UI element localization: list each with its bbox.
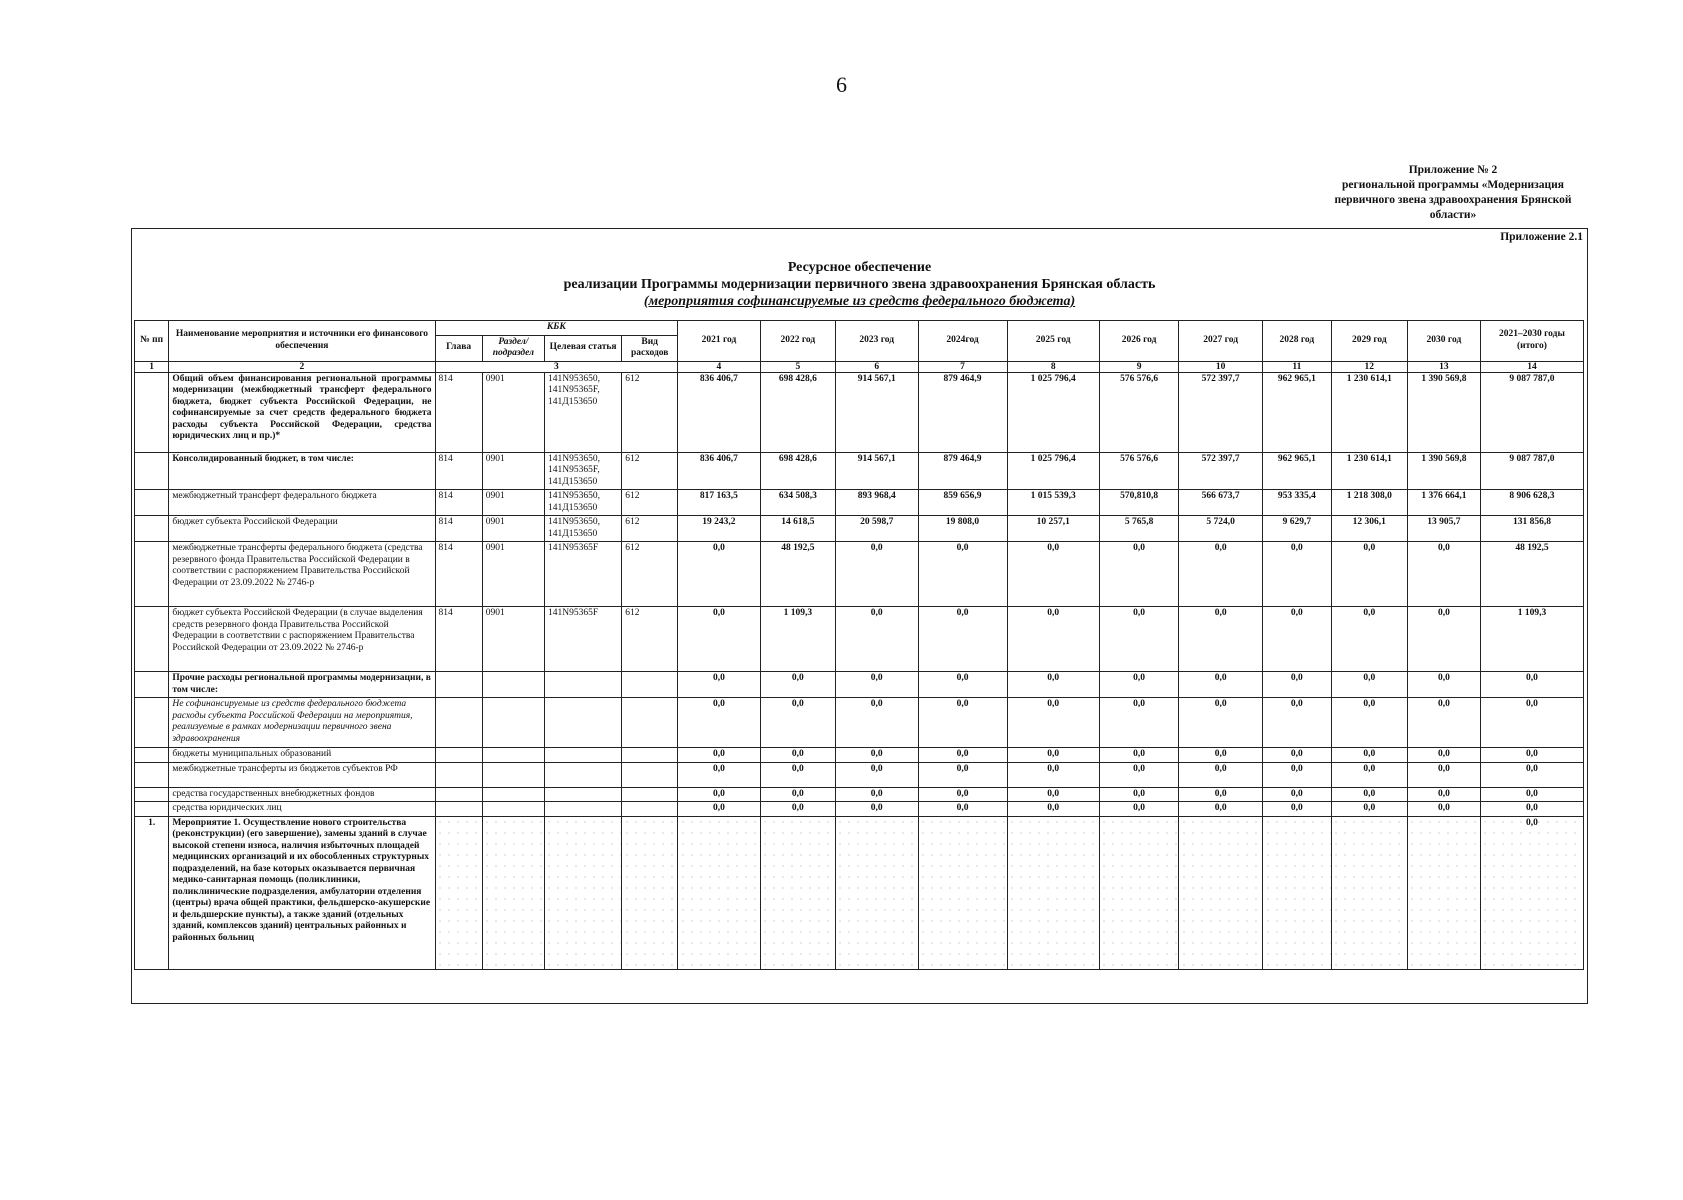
total-value-cell: 0,0 xyxy=(1480,762,1583,787)
year-value-cell: 5 765,8 xyxy=(1099,516,1178,542)
year-value-cell: 0,0 xyxy=(1407,748,1480,763)
year-value-cell: 859 656,9 xyxy=(918,490,1007,516)
vid-cell: 612 xyxy=(622,516,678,542)
column-number: 9 xyxy=(1099,361,1178,372)
year-value-cell: 0,0 xyxy=(918,698,1007,748)
year-value-cell: 0,0 xyxy=(835,748,918,763)
column-number-row xyxy=(135,361,1584,372)
glava-cell: 814 xyxy=(435,490,482,516)
table-row xyxy=(135,607,1584,672)
header-celevaya: Целевая статья xyxy=(544,335,621,361)
year-value-cell: 634 508,3 xyxy=(760,490,835,516)
column-number: 6 xyxy=(835,361,918,372)
table-row xyxy=(135,452,1584,490)
year-value-cell: 0,0 xyxy=(1007,762,1099,787)
row-name-cell: бюджеты муниципальных образований xyxy=(169,748,435,763)
year-value-cell: 0,0 xyxy=(678,698,761,748)
year-value-cell: 14 618,5 xyxy=(760,516,835,542)
year-value-cell: 953 335,4 xyxy=(1263,490,1332,516)
year-value-cell: 1 230 614,1 xyxy=(1331,372,1407,452)
vid-cell: 612 xyxy=(622,607,678,672)
year-value-cell: 0,0 xyxy=(1007,802,1099,817)
header-year: 2022 год xyxy=(760,321,835,362)
glava-cell: 814 xyxy=(435,452,482,490)
razdel-cell xyxy=(482,816,544,969)
year-value-cell: 0,0 xyxy=(760,698,835,748)
glava-cell xyxy=(435,762,482,787)
year-value-cell: 0,0 xyxy=(1331,802,1407,817)
year-value-cell: 0,0 xyxy=(1263,787,1332,802)
year-value-cell: 0,0 xyxy=(1263,802,1332,817)
razdel-cell: 0901 xyxy=(482,452,544,490)
row-number-cell xyxy=(135,762,169,787)
year-value-cell: 0,0 xyxy=(1007,748,1099,763)
vid-cell xyxy=(622,698,678,748)
row-name-cell: Не софинансируемые из средств федерального бюджета расходы субъекта Российской Федерации на мероприятия, реализуемые в рамках модернизации первичного звена здравоохранения xyxy=(169,698,435,748)
document-title xyxy=(132,259,1587,310)
table-row xyxy=(135,762,1584,787)
title-line-1: Ресурсное обеспечение xyxy=(787,260,932,275)
year-value-cell xyxy=(1007,816,1099,969)
year-value-cell: 0,0 xyxy=(1179,542,1263,607)
year-value-cell: 0,0 xyxy=(1263,607,1332,672)
year-value-cell: 1 025 796,4 xyxy=(1007,452,1099,490)
year-value-cell: 19 243,2 xyxy=(678,516,761,542)
year-value-cell: 0,0 xyxy=(1331,698,1407,748)
vid-cell: 612 xyxy=(622,542,678,607)
year-value-cell: 0,0 xyxy=(1407,698,1480,748)
year-value-cell: 914 567,1 xyxy=(835,372,918,452)
column-number: 8 xyxy=(1007,361,1099,372)
razdel-cell: 0901 xyxy=(482,516,544,542)
razdel-cell: 0901 xyxy=(482,372,544,452)
year-value-cell: 0,0 xyxy=(1263,542,1332,607)
year-value-cell: 0,0 xyxy=(1407,787,1480,802)
razdel-cell: 0901 xyxy=(482,490,544,516)
year-value-cell: 0,0 xyxy=(1331,672,1407,698)
year-value-cell: 879 464,9 xyxy=(918,452,1007,490)
year-value-cell: 1 109,3 xyxy=(760,607,835,672)
celevaya-cell xyxy=(544,748,621,763)
header-row xyxy=(135,321,1584,336)
year-value-cell: 0,0 xyxy=(1179,802,1263,817)
row-name-cell: Прочие расходы региональной программы модернизации, в том числе: xyxy=(169,672,435,698)
table-row xyxy=(135,516,1584,542)
year-value-cell xyxy=(918,816,1007,969)
resource-table xyxy=(134,320,1584,970)
vid-cell xyxy=(622,748,678,763)
year-value-cell: 0,0 xyxy=(1099,748,1178,763)
year-value-cell: 0,0 xyxy=(1007,698,1099,748)
table-row xyxy=(135,490,1584,516)
header-year: 2028 год xyxy=(1263,321,1332,362)
appendix-line: региональной программы «Модернизация xyxy=(1342,179,1564,191)
year-value-cell: 0,0 xyxy=(1099,762,1178,787)
year-value-cell: 879 464,9 xyxy=(918,372,1007,452)
year-value-cell: 1 015 539,3 xyxy=(1007,490,1099,516)
year-value-cell xyxy=(678,816,761,969)
year-value-cell: 0,0 xyxy=(1007,672,1099,698)
celevaya-cell xyxy=(544,787,621,802)
year-value-cell: 9 629,7 xyxy=(1263,516,1332,542)
vid-cell xyxy=(622,787,678,802)
celevaya-cell xyxy=(544,816,621,969)
glava-cell xyxy=(435,748,482,763)
vid-cell: 612 xyxy=(622,372,678,452)
year-value-cell: 0,0 xyxy=(1407,607,1480,672)
year-value-cell: 0,0 xyxy=(1407,802,1480,817)
year-value-cell: 0,0 xyxy=(760,762,835,787)
razdel-cell: 0901 xyxy=(482,542,544,607)
year-value-cell: 0,0 xyxy=(835,672,918,698)
glava-cell: 814 xyxy=(435,542,482,607)
column-number: 4 xyxy=(678,361,761,372)
total-value-cell: 9 087 787,0 xyxy=(1480,452,1583,490)
year-value-cell: 570,810,8 xyxy=(1099,490,1178,516)
year-value-cell: 962 965,1 xyxy=(1263,452,1332,490)
razdel-cell xyxy=(482,748,544,763)
year-value-cell xyxy=(1099,816,1178,969)
header-year: 2023 год xyxy=(835,321,918,362)
year-value-cell: 0,0 xyxy=(1263,698,1332,748)
column-number: 13 xyxy=(1407,361,1480,372)
year-value-cell: 0,0 xyxy=(918,787,1007,802)
appendix-sub-label: Приложение 2.1 xyxy=(1500,231,1583,243)
celevaya-cell: 141N95365F xyxy=(544,607,621,672)
year-value-cell: 0,0 xyxy=(1407,762,1480,787)
year-value-cell: 0,0 xyxy=(1407,542,1480,607)
column-number: 5 xyxy=(760,361,835,372)
year-value-cell: 836 406,7 xyxy=(678,452,761,490)
year-value-cell: 0,0 xyxy=(918,748,1007,763)
table-body xyxy=(135,372,1584,969)
year-value-cell: 0,0 xyxy=(835,607,918,672)
table-row xyxy=(135,372,1584,452)
glava-cell: 814 xyxy=(435,607,482,672)
celevaya-cell xyxy=(544,698,621,748)
year-value-cell: 0,0 xyxy=(918,607,1007,672)
header-name: Наименование мероприятия и источники его финансового обеспечения xyxy=(169,321,435,362)
header-year: 2029 год xyxy=(1331,321,1407,362)
row-number-cell xyxy=(135,787,169,802)
celevaya-cell: 141N95365F xyxy=(544,542,621,607)
row-name-cell: бюджет субъекта Российской Федерации xyxy=(169,516,435,542)
year-value-cell: 1 218 308,0 xyxy=(1331,490,1407,516)
table-row xyxy=(135,802,1584,817)
row-number-cell xyxy=(135,698,169,748)
year-value-cell xyxy=(1331,816,1407,969)
row-name-cell: межбюджетные трансферты из бюджетов субъектов РФ xyxy=(169,762,435,787)
row-number-cell xyxy=(135,372,169,452)
row-name-cell: межбюджетные трансферты федерального бюджета (средства резервного фонда Правительства Российской Федерации в соответствии с распоряжением Правительства Российской Федерации от 23.09.2022 № 2746-р xyxy=(169,542,435,607)
celevaya-cell: 141N953650, 141N95365F, 141Д153650 xyxy=(544,372,621,452)
year-value-cell: 0,0 xyxy=(918,802,1007,817)
celevaya-cell: 141N953650, 141Д153650 xyxy=(544,516,621,542)
year-value-cell: 698 428,6 xyxy=(760,372,835,452)
row-number-cell: 1. xyxy=(135,816,169,969)
total-value-cell: 1 109,3 xyxy=(1480,607,1583,672)
celevaya-cell xyxy=(544,762,621,787)
year-value-cell: 698 428,6 xyxy=(760,452,835,490)
row-name-cell: средства государственных внебюджетных фондов xyxy=(169,787,435,802)
year-value-cell: 0,0 xyxy=(760,787,835,802)
total-value-cell: 0,0 xyxy=(1480,787,1583,802)
year-value-cell: 914 567,1 xyxy=(835,452,918,490)
column-number: 3 xyxy=(435,361,678,372)
year-value-cell: 0,0 xyxy=(1331,542,1407,607)
year-value-cell: 0,0 xyxy=(1179,607,1263,672)
total-value-cell: 131 856,8 xyxy=(1480,516,1583,542)
row-number-cell xyxy=(135,516,169,542)
row-name-cell: межбюджетный трансферт федерального бюджета xyxy=(169,490,435,516)
year-value-cell: 0,0 xyxy=(1331,607,1407,672)
celevaya-cell: 141N953650, 141N95365F, 141Д153650 xyxy=(544,452,621,490)
row-name-cell: Мероприятие 1. Осуществление нового строительства (реконструкции) (его завершение), замены зданий в случае высокой степени износа, наличия избыточных площадей медицинских организаций и их обособленных структурных подразделений, на базе которых оказывается первичная медико-санитарная помощь (поликлиники, поликлинические подразделения, амбулатории отделения (центры) врача общей практики, фельдшерско-акушерские и фельдшерские пункты), а также зданий (отдельных зданий, комплексов зданий) центральных районных и районных больниц xyxy=(169,816,435,969)
razdel-cell xyxy=(482,802,544,817)
celevaya-cell xyxy=(544,802,621,817)
header-year: 2024год xyxy=(918,321,1007,362)
header-glava: Глава xyxy=(435,335,482,361)
year-value-cell: 0,0 xyxy=(678,607,761,672)
year-value-cell: 0,0 xyxy=(760,802,835,817)
year-value-cell: 0,0 xyxy=(1007,542,1099,607)
year-value-cell: 0,0 xyxy=(1263,672,1332,698)
column-number: 11 xyxy=(1263,361,1332,372)
glava-cell xyxy=(435,698,482,748)
total-value-cell: 0,0 xyxy=(1480,816,1583,969)
razdel-cell xyxy=(482,787,544,802)
year-value-cell: 0,0 xyxy=(1007,607,1099,672)
year-value-cell: 0,0 xyxy=(1099,787,1178,802)
year-value-cell xyxy=(1263,816,1332,969)
celevaya-cell xyxy=(544,672,621,698)
year-value-cell: 20 598,7 xyxy=(835,516,918,542)
year-value-cell xyxy=(760,816,835,969)
appendix-note xyxy=(1323,163,1583,223)
year-value-cell: 1 230 614,1 xyxy=(1331,452,1407,490)
year-value-cell: 572 397,7 xyxy=(1179,372,1263,452)
year-value-cell xyxy=(1179,816,1263,969)
column-number: 12 xyxy=(1331,361,1407,372)
year-value-cell: 0,0 xyxy=(1007,787,1099,802)
header-year: 2030 год xyxy=(1407,321,1480,362)
row-number-cell xyxy=(135,452,169,490)
header-year: 2025 год xyxy=(1007,321,1099,362)
header-year: 2026 год xyxy=(1099,321,1178,362)
year-value-cell: 893 968,4 xyxy=(835,490,918,516)
column-number: 7 xyxy=(918,361,1007,372)
year-value-cell: 0,0 xyxy=(760,748,835,763)
year-value-cell: 1 376 664,1 xyxy=(1407,490,1480,516)
row-number-cell xyxy=(135,802,169,817)
glava-cell xyxy=(435,816,482,969)
year-value-cell: 566 673,7 xyxy=(1179,490,1263,516)
table-row xyxy=(135,542,1584,607)
year-value-cell: 19 808,0 xyxy=(918,516,1007,542)
year-value-cell: 0,0 xyxy=(1099,607,1178,672)
celevaya-cell: 141N953650, 141Д153650 xyxy=(544,490,621,516)
row-name-cell: Консолидированный бюджет, в том числе: xyxy=(169,452,435,490)
razdel-cell: 0901 xyxy=(482,607,544,672)
column-number: 10 xyxy=(1179,361,1263,372)
year-value-cell: 0,0 xyxy=(835,802,918,817)
year-value-cell: 0,0 xyxy=(1179,762,1263,787)
year-value-cell: 0,0 xyxy=(1407,672,1480,698)
column-number: 14 xyxy=(1480,361,1583,372)
header-vid: Вид расходов xyxy=(622,335,678,361)
year-value-cell: 0,0 xyxy=(678,542,761,607)
year-value-cell: 12 306,1 xyxy=(1331,516,1407,542)
header-year: 2027 год xyxy=(1179,321,1263,362)
year-value-cell: 576 576,6 xyxy=(1099,372,1178,452)
year-value-cell: 962 965,1 xyxy=(1263,372,1332,452)
year-value-cell xyxy=(1407,816,1480,969)
year-value-cell: 5 724,0 xyxy=(1179,516,1263,542)
year-value-cell: 0,0 xyxy=(1099,672,1178,698)
header-num: № пп xyxy=(135,321,169,362)
page-number: 6 xyxy=(836,72,847,97)
total-value-cell: 0,0 xyxy=(1480,748,1583,763)
table-row xyxy=(135,698,1584,748)
year-value-cell: 0,0 xyxy=(760,672,835,698)
year-value-cell: 836 406,7 xyxy=(678,372,761,452)
row-name-cell: средства юридических лиц xyxy=(169,802,435,817)
glava-cell xyxy=(435,802,482,817)
column-number: 2 xyxy=(169,361,435,372)
row-number-cell xyxy=(135,672,169,698)
year-value-cell: 0,0 xyxy=(1179,787,1263,802)
total-value-cell: 8 906 628,3 xyxy=(1480,490,1583,516)
row-number-cell xyxy=(135,748,169,763)
year-value-cell: 13 905,7 xyxy=(1407,516,1480,542)
year-value-cell: 0,0 xyxy=(1179,698,1263,748)
year-value-cell: 1 025 796,4 xyxy=(1007,372,1099,452)
glava-cell: 814 xyxy=(435,372,482,452)
year-value-cell: 1 390 569,8 xyxy=(1407,372,1480,452)
table-row xyxy=(135,748,1584,763)
vid-cell: 612 xyxy=(622,452,678,490)
vid-cell: 612 xyxy=(622,490,678,516)
header-razdel: Раздел/ подраздел xyxy=(482,335,544,361)
total-value-cell: 0,0 xyxy=(1480,698,1583,748)
year-value-cell: 0,0 xyxy=(1331,787,1407,802)
year-value-cell: 0,0 xyxy=(1331,762,1407,787)
year-value-cell: 0,0 xyxy=(835,787,918,802)
year-value-cell: 0,0 xyxy=(678,787,761,802)
year-value-cell: 10 257,1 xyxy=(1007,516,1099,542)
year-value-cell: 0,0 xyxy=(678,672,761,698)
row-number-cell xyxy=(135,542,169,607)
year-value-cell: 0,0 xyxy=(678,748,761,763)
razdel-cell xyxy=(482,698,544,748)
vid-cell xyxy=(622,762,678,787)
title-line-3: (мероприятия софинансируемые из средств федерального бюджета) xyxy=(643,294,1076,309)
total-value-cell: 9 087 787,0 xyxy=(1480,372,1583,452)
razdel-cell xyxy=(482,672,544,698)
header-year: 2021 год xyxy=(678,321,761,362)
total-value-cell: 0,0 xyxy=(1480,802,1583,817)
vid-cell xyxy=(622,672,678,698)
year-value-cell: 0,0 xyxy=(835,762,918,787)
title-line-2: реализации Программы модернизации первичного звена здравоохранения Брянская область xyxy=(563,277,1156,292)
razdel-cell xyxy=(482,762,544,787)
vid-cell xyxy=(622,816,678,969)
year-value-cell: 0,0 xyxy=(835,698,918,748)
row-number-cell xyxy=(135,607,169,672)
glava-cell xyxy=(435,672,482,698)
header-kbk: КБК xyxy=(435,321,678,336)
column-number: 1 xyxy=(135,361,169,372)
year-value-cell: 0,0 xyxy=(1099,698,1178,748)
year-value-cell: 0,0 xyxy=(678,762,761,787)
total-value-cell: 48 192,5 xyxy=(1480,542,1583,607)
year-value-cell: 0,0 xyxy=(1263,762,1332,787)
year-value-cell: 0,0 xyxy=(678,802,761,817)
row-name-cell: бюджет субъекта Российской Федерации (в случае выделения средств резервного фонда Правительства Российской Федерации в соответствии с распоряжением Правительства Российской Федерации от 23.09.2022 № 2746-р xyxy=(169,607,435,672)
total-value-cell: 0,0 xyxy=(1480,672,1583,698)
year-value-cell: 0,0 xyxy=(1099,802,1178,817)
year-value-cell: 0,0 xyxy=(1099,542,1178,607)
year-value-cell: 817 163,5 xyxy=(678,490,761,516)
row-name-cell: Общий объем финансирования региональной программы модернизации (межбюджетный трансферт федерального бюджета, бюджет субъекта Российской Федерации, не софинансируемые за счет средств федерального бюджета расходы субъекта Российской Федерации, средства юридических лиц и пр.)* xyxy=(169,372,435,452)
year-value-cell: 0,0 xyxy=(1179,672,1263,698)
year-value-cell: 1 390 569,8 xyxy=(1407,452,1480,490)
year-value-cell xyxy=(835,816,918,969)
glava-cell: 814 xyxy=(435,516,482,542)
year-value-cell: 0,0 xyxy=(835,542,918,607)
year-value-cell: 0,0 xyxy=(918,762,1007,787)
year-value-cell: 0,0 xyxy=(1179,748,1263,763)
appendix-line: Приложение № 2 xyxy=(1408,164,1498,176)
document-frame xyxy=(131,228,1588,1004)
table-row xyxy=(135,672,1584,698)
table-row xyxy=(135,816,1584,969)
year-value-cell: 0,0 xyxy=(1331,748,1407,763)
appendix-line: первичного звена здравоохранения Брянской xyxy=(1334,194,1572,206)
year-value-cell: 0,0 xyxy=(1263,748,1332,763)
year-value-cell: 0,0 xyxy=(918,672,1007,698)
year-value-cell: 0,0 xyxy=(918,542,1007,607)
year-value-cell: 576 576,6 xyxy=(1099,452,1178,490)
year-value-cell: 572 397,7 xyxy=(1179,452,1263,490)
header-total: 2021–2030 годы (итого) xyxy=(1480,321,1583,362)
year-value-cell: 48 192,5 xyxy=(760,542,835,607)
glava-cell xyxy=(435,787,482,802)
vid-cell xyxy=(622,802,678,817)
appendix-line: области» xyxy=(1429,209,1477,221)
table-row xyxy=(135,787,1584,802)
row-number-cell xyxy=(135,490,169,516)
